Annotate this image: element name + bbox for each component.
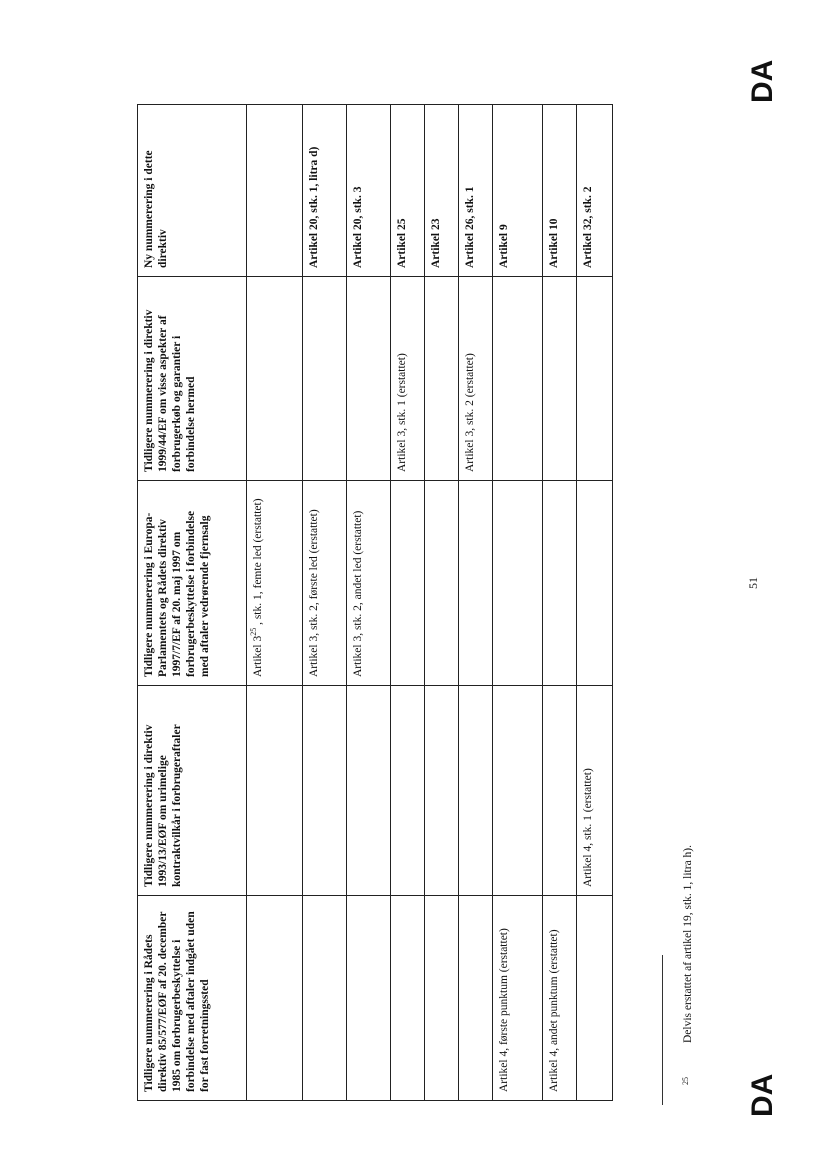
cell-directive-85-577	[459, 896, 493, 1101]
cell-directive-1997-7	[303, 481, 347, 686]
cell-directive-1997-7	[459, 481, 493, 686]
correlation-table	[137, 104, 613, 1101]
cell-directive-85-577	[391, 896, 425, 1101]
table-row	[347, 105, 391, 1101]
cell-text: Artikel 3, stk. 2, andet led (erstattet)	[352, 510, 364, 677]
cell-directive-85-577	[247, 896, 303, 1101]
cell-new-numbering: Artikel 23	[425, 105, 459, 277]
cell-directive-85-577: Artikel 4, første punktum (erstattet)	[493, 896, 543, 1101]
cell-directive-1993-13	[493, 686, 543, 896]
header-directive-1993-13: Tidligere nummerering i direktiv 1993/13/EØF om urimelige kontraktvilkår i forbrugeraftaler	[138, 686, 247, 896]
cell-directive-1997-7	[543, 481, 577, 686]
cell-directive-1997-7	[347, 481, 391, 686]
cell-directive-1999-44: Artikel 3, stk. 1 (erstattet)	[391, 277, 425, 481]
cell-text: Artikel 3	[252, 635, 264, 677]
header-directive-1999-44: Tidligere nummerering i direktiv 1999/44/EF om visse aspekter af forbrugerkøb og garantier i forbindelse hermed	[138, 277, 247, 481]
cell-directive-85-577: Artikel 4, andet punktum (erstattet)	[543, 896, 577, 1101]
cell-directive-1993-13	[391, 686, 425, 896]
footnote-ref: 25	[249, 627, 259, 636]
cell-new-numbering: Artikel 20, stk. 1, litra d)	[303, 105, 347, 277]
language-label-left: DA	[746, 1073, 779, 1117]
language-label-right: DA	[746, 59, 779, 103]
table-row	[303, 105, 347, 1101]
cell-directive-1997-7	[577, 481, 613, 686]
table-row	[425, 105, 459, 1101]
table-row	[577, 105, 613, 1101]
table-row	[493, 105, 543, 1101]
cell-directive-1993-13	[303, 686, 347, 896]
cell-directive-1999-44	[543, 277, 577, 481]
cell-new-numbering: Artikel 26, stk. 1	[459, 105, 493, 277]
cell-directive-85-577	[577, 896, 613, 1101]
cell-directive-1999-44	[493, 277, 543, 481]
cell-directive-85-577	[347, 896, 391, 1101]
table-row	[459, 105, 493, 1101]
cell-directive-1999-44	[347, 277, 391, 481]
cell-text: Artikel 3, stk. 2, første led (erstattet)	[308, 509, 320, 677]
footnote-number: 25	[681, 1077, 690, 1085]
cell-new-numbering	[247, 105, 303, 277]
cell-directive-1999-44: Artikel 3, stk. 2 (erstattet)	[459, 277, 493, 481]
cell-new-numbering: Artikel 9	[493, 105, 543, 277]
cell-directive-1997-7	[247, 481, 303, 686]
cell-directive-1999-44	[577, 277, 613, 481]
table-row	[391, 105, 425, 1101]
cell-directive-85-577	[425, 896, 459, 1101]
header-directive-85-577: Tidligere nummerering i Rådets direktiv 85/577/EØF af 20. december 1985 om forbrugerbeskyttelse i forbindelse med aftaler indgået uden for fast forretningssted	[138, 896, 247, 1101]
header-new-numbering: Ny nummerering i dette direktiv	[138, 105, 247, 277]
cell-directive-1993-13: Artikel 4, stk. 1 (erstattet)	[577, 686, 613, 896]
cell-new-numbering: Artikel 32, stk. 2	[577, 105, 613, 277]
footnote-rule	[662, 955, 663, 1105]
table-row	[543, 105, 577, 1101]
cell-directive-1997-7	[425, 481, 459, 686]
cell-directive-1993-13	[247, 686, 303, 896]
footnote-text: Delvis erstattet af artikel 19, stk. 1, litra h).	[682, 845, 694, 1043]
table-body	[247, 105, 613, 1101]
cell-directive-1993-13	[543, 686, 577, 896]
cell-new-numbering: Artikel 20, stk. 3	[347, 105, 391, 277]
cell-directive-1999-44	[425, 277, 459, 481]
header-directive-1997-7: Tidligere nummerering i Europa-Parlamentets og Rådets direktiv 1997/7/EF af 20. maj 1997 om forbrugerbeskyttelse i forbindelse med aftaler vedrørende fjernsalg	[138, 481, 247, 686]
cell-directive-85-577	[303, 896, 347, 1101]
cell-directive-1999-44	[247, 277, 303, 481]
header-row	[138, 105, 247, 1101]
page-number: 51	[746, 577, 760, 589]
table-row	[247, 105, 303, 1101]
cell-new-numbering: Artikel 10	[543, 105, 577, 277]
cell-directive-1993-13	[347, 686, 391, 896]
cell-directive-1999-44	[303, 277, 347, 481]
cell-text-continued: , stk. 1, femte led (erstattet)	[252, 498, 264, 628]
cell-directive-1997-7	[493, 481, 543, 686]
cell-directive-1997-7	[391, 481, 425, 686]
cell-directive-1993-13	[459, 686, 493, 896]
cell-directive-1993-13	[425, 686, 459, 896]
cell-new-numbering: Artikel 25	[391, 105, 425, 277]
